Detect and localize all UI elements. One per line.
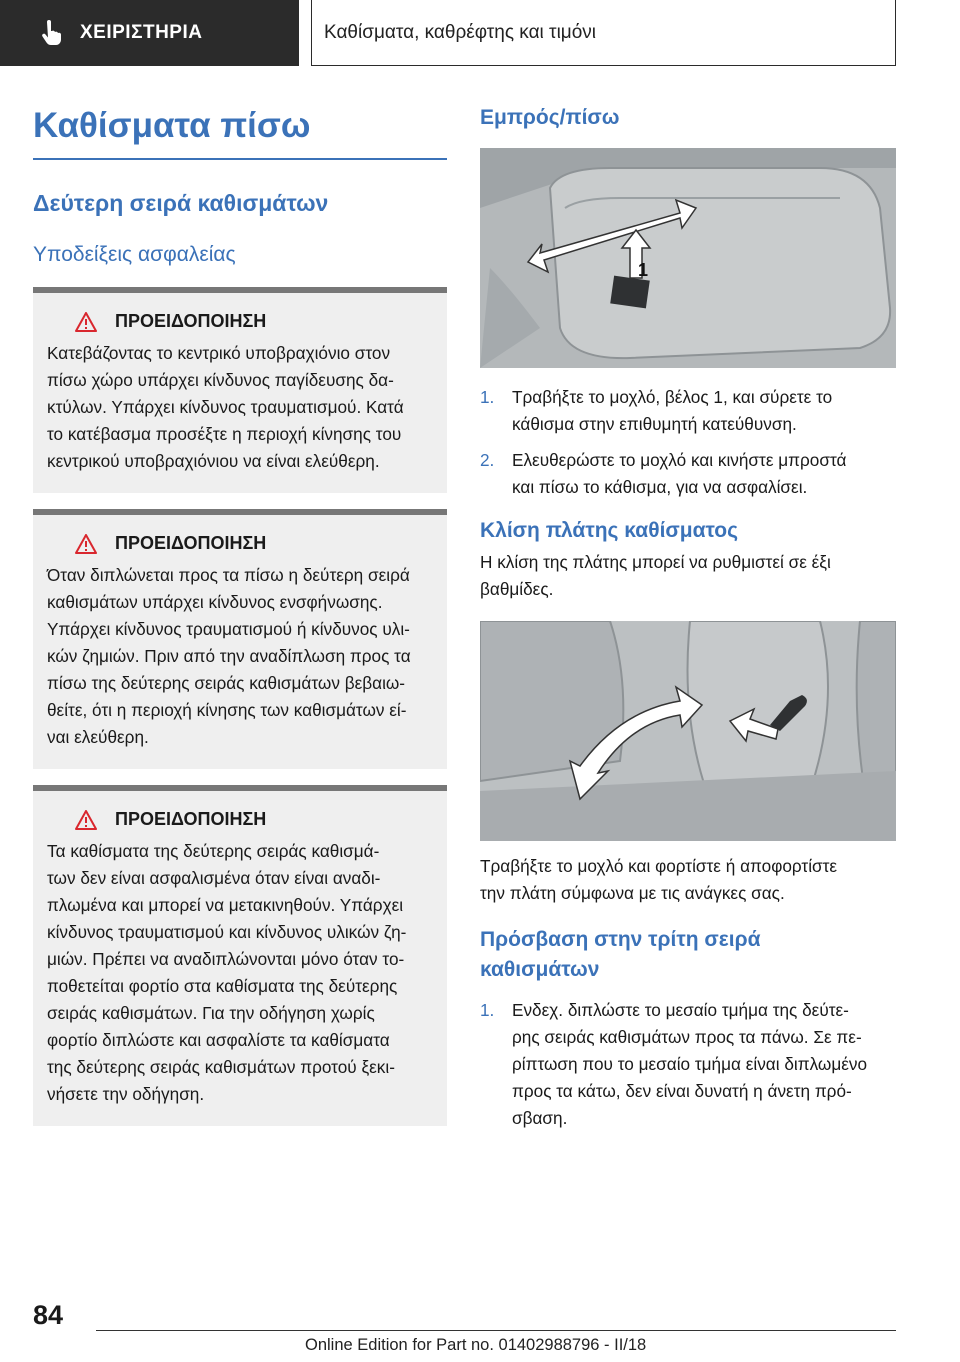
warning-triangle-icon <box>75 312 97 332</box>
seat-slide-drawing <box>480 148 896 368</box>
left-column <box>33 96 447 1126</box>
warning-text: Κατεβάζοντας το κεντρικό υποβραχιόνιο στον πίσω χώρο υπάρχει κίνδυνος παγίδευσης δα- κτύλων. Υπάρχει κίνδυνος τραυματισμού. Κατά το κατέβασμα προσέξτε η περιοχή κίνησης του κεντρικού υποβραχιόνιου να είναι ελεύθερη. <box>47 343 404 471</box>
backrest-instruction: Τραβήξτε το μοχλό και φορτίστε ή αποφορτίστε την πλάτη σύμφωνα με τις ανάγκες σας. <box>480 856 838 903</box>
warning-text: Τα καθίσματα της δεύτερης σειράς καθισμά- των δεν είναι ασφαλισμένα όταν είναι αναδι- πλωμένα και μπορεί να μετακινηθούν. Υπάρχει κίνδυνος τραυματισμού και κίνδυνος υλικών ζη- μιών. Πρέπει να αναδιπλώνονται μόνο όταν το- ποθετείται φορτίο στα καθίσματα της δεύτερης σειράς καθισμάτων. Για την οδήγηση χωρίς φορτίο διπλώστε και ασφαλίστε τα καθίσματα της δεύτερης σειράς καθισμάτων προτού ξεκι- νήσετε την οδήγηση. <box>47 841 407 1104</box>
section-title-fore-aft: Εμπρός/πίσω <box>480 106 620 129</box>
list-item: 1. Ενδεχ. διπλώστε το μεσαίο τμήμα της δεύτε- ρης σειράς καθισμάτων προς τα πάνω. Σε πε- ρίπτωση που το μεσαίο τμήμα είναι διπλωμένο προς τα κάτω, δεν είναι δυνατή η άνετη πρό- σβαση. <box>480 1000 868 1128</box>
list-item: 2. Ελευθερώστε το μοχλό και κινήστε μπροστά και πίσω το κάθισμα, για να ασφαλίσει. <box>480 450 847 497</box>
section-title: Δεύτερη σειρά καθισμάτων <box>33 190 329 216</box>
section-header-label: Καθίσματα, καθρέφτης και τιμόνι <box>324 21 597 43</box>
page-header <box>0 0 960 66</box>
section-title-third-row: Πρόσβαση στην τρίτη σειρά καθισμάτων <box>480 928 761 981</box>
warning-box-2 <box>33 509 447 769</box>
warning-box-1 <box>33 287 447 493</box>
arrow-label-1: 1 <box>638 260 649 280</box>
warning-triangle-icon <box>75 810 97 830</box>
section-title-backrest: Κλίση πλάτης καθίσματος <box>480 519 739 542</box>
list-item: 1. Τραβήξτε το μοχλό, βέλος 1, και σύρετε το κάθισμα στην επιθυμητή κατεύθυνση. <box>480 387 833 434</box>
page-number: 84 <box>33 1300 64 1330</box>
right-column <box>480 96 896 1141</box>
chapter-tab-label: ΧΕΙΡΙΣΤΗΡΙΑ <box>80 22 203 43</box>
pointing-hand-icon <box>38 20 64 46</box>
warning-triangle-icon <box>75 534 97 554</box>
backrest-illustration <box>480 621 896 841</box>
footer-edition: Online Edition for Part no. 01402988796 - II/18 <box>305 1336 647 1354</box>
subsection-title: Υποδείξεις ασφαλείας <box>33 243 236 266</box>
warning-text: Όταν διπλώνεται προς τα πίσω η δεύτερη σειρά καθισμάτων υπάρχει κίνδυνος ενσφήνωσης. Υπάρχει κίνδυνος τραυματισμού ή κίνδυνος υλι- κών ζημιών. Πριν από την αναδίπλωση προς τα πίσω της δεύτερης σειράς καθισμάτων βεβαιω- θείτε, ότι η περιοχή κίνησης των καθισμάτων εί- ναι ελεύθερη. <box>47 565 411 747</box>
section-header <box>311 0 896 66</box>
warning-title: ΠΡΟΕΙΔΟΠΟΙΗΣΗ <box>47 809 435 830</box>
chapter-tab[interactable] <box>0 0 299 66</box>
footer-divider <box>96 1330 896 1331</box>
warning-title: ΠΡΟΕΙΔΟΠΟΙΗΣΗ <box>47 311 435 332</box>
warning-box-3 <box>33 785 447 1126</box>
fore-aft-steps <box>480 384 896 501</box>
third-row-steps <box>480 997 896 1132</box>
backrest-drawing <box>480 621 896 841</box>
backrest-intro: Η κλίση της πλάτης μπορεί να ρυθμιστεί σε έξι βαθμίδες. <box>480 552 831 599</box>
page-title: Καθίσματα πίσω <box>33 96 447 160</box>
warning-title: ΠΡΟΕΙΔΟΠΟΙΗΣΗ <box>47 533 435 554</box>
seat-slide-illustration <box>480 148 896 368</box>
